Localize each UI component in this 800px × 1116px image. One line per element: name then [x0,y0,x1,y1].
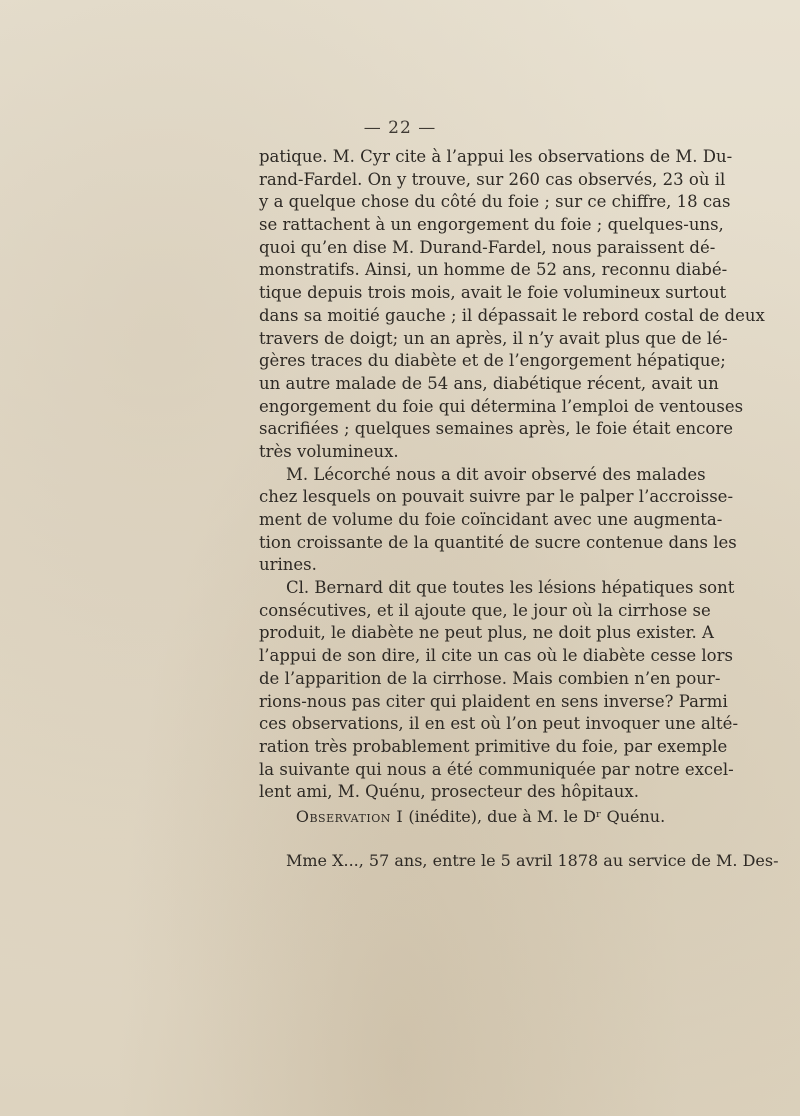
text-line: monstratifs. Ainsi, un homme de 52 ans, reconnu diabé- [259,260,728,280]
observation-first-line: Mme X..., 57 ans, entre le 5 avril 1878 au service de M. Des- [286,851,779,870]
text-line: Cl. Bernard dit que toutes les lésions hépatiques sont [286,578,735,598]
text-line: se rattachent à un engorgement du foie ; quelques-uns, [259,215,724,235]
text-line: tique depuis trois mois, avait le foie volumineux surtout [259,283,727,303]
text-line: rand-Fardel. On y trouve, sur 260 cas observés, 23 où il [259,169,726,189]
observation-heading [259,807,702,826]
text-line: ces observations, il en est où l’on peut invoquer une alté- [259,714,739,734]
text-line: ration très probablement primitive du foie, par exemple [259,736,728,756]
text-line: produit, le diabète ne peut plus, ne doit plus exister. A [259,623,714,643]
text-line: ment de volume du foie coïncidant avec une augmenta- [259,510,723,529]
text-line: travers de doigt; un an après, il n’y avait plus que de lé- [259,328,728,348]
text-line: gères traces du diabète et de l’engorgement hépatique; [259,351,726,371]
text-line: tion croissante de la quantité de sucre contenue dans les [259,532,737,552]
text-line: consécutives, et il ajoute que, le jour où la cirrhose se [259,600,711,620]
text-line: urines. [259,555,317,575]
text-line: de l’apparition de la cirrhose. Mais combien n’en pour- [259,668,721,688]
text-line: sacrifiées ; quelques semaines après, le foie était encore [259,419,733,439]
text-line: très volumineux. [259,441,399,461]
text-line: l’appui de son dire, il cite un cas où le diabète cesse lors [259,646,733,666]
text-line: lent ami, M. Quénu, prosecteur des hôpitaux. [259,782,639,802]
text-line: un autre malade de 54 ans, diabétique récent, avait un [259,373,719,393]
page-number: — 22 — [363,118,437,138]
text-line: y a quelque chose du côté du foie ; sur ce chiffre, 18 cas [259,192,731,212]
text-line: dans sa moitié gauche ; il dépassait le rebord costal de deux [259,305,765,325]
text-line: la suivante qui nous a été communiquée par notre excel- [259,759,734,779]
text-line: quoi qu’en dise M. Durand-Fardel, nous paraissent dé- [259,237,716,257]
text-line: patique. M. Cyr cite à l’appui les observations de M. Du- [259,147,733,166]
text-line: M. Lécorché nous a dit avoir observé des malades [286,464,706,484]
text-line: rions-nous pas citer qui plaident en sens inverse? Parmi [259,691,728,711]
body-text [259,146,765,804]
text-line: chez lesquels on pouvait suivre par le palper l’accroisse- [259,487,734,507]
text-line: engorgement du foie qui détermina l’emploi de ventouses [259,396,744,416]
observation-subtitle: (inédite), due à M. le Dʳ Quénu. [403,807,666,826]
observation-label: Observation I [295,807,404,826]
